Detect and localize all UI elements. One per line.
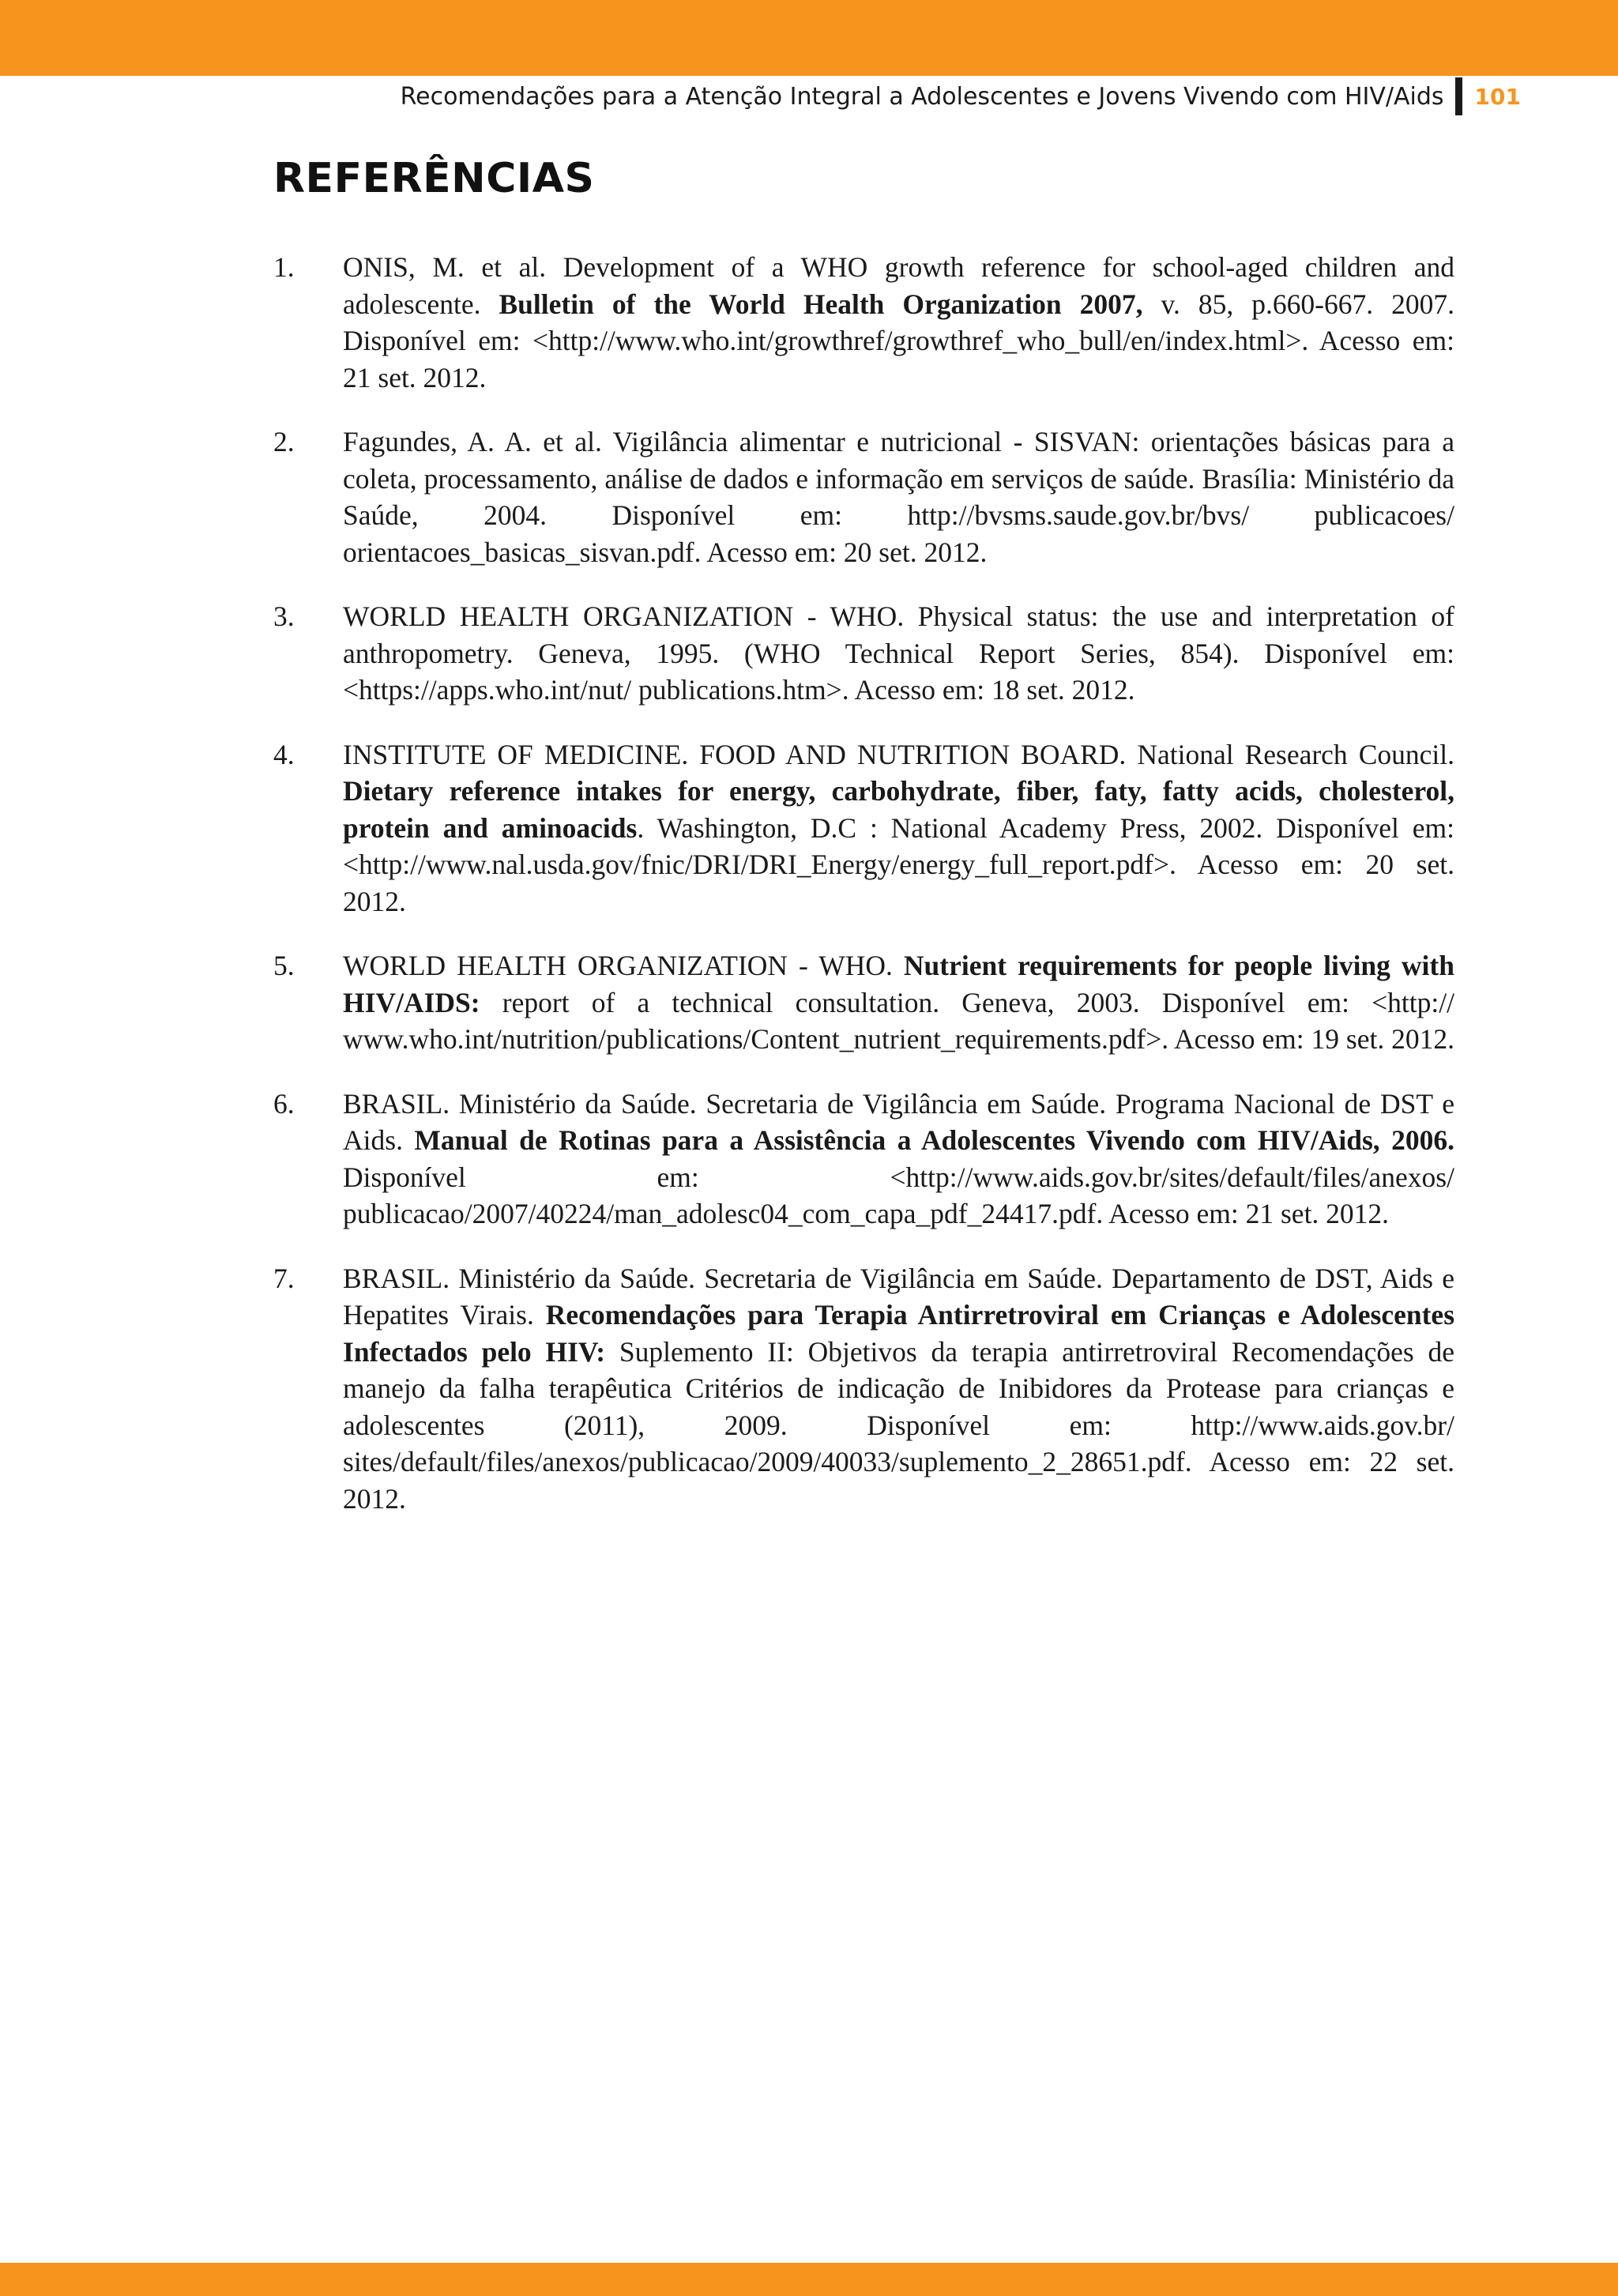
header-separator [1455,77,1462,115]
reference-text [343,249,1454,396]
reference-list [273,249,1454,1545]
reference-segment: v. 85, p.660-667. 2007. Disponível em: <http://www.who.int/growthref/growthref_who_bull/en/index.html>. Acesso em: 21 set. 2012. [343,288,1454,393]
reference-bold-title: Dietary reference intakes for energy, carbohydrate, fiber, faty, fatty acids, cholesterol, protein and aminoacids [343,775,1454,844]
reference-number: 4. [273,738,295,770]
top-accent-band [0,0,1618,76]
page-number: 101 [1474,83,1521,110]
reference-segment: WORLD HEALTH ORGANIZATION - WHO. Physical status: the use and interpretation of anthropometry. Geneva, 1995. (WHO Technical Report Series, 854). Disponível em: <https://apps.who.int/nut/ publications.htm>. Acesso em: 18 set. 2012. [343,600,1454,706]
reference-number: 3. [273,600,295,632]
reference-item [273,1086,1454,1233]
reference-text [343,1086,1454,1233]
reference-item [273,736,1454,920]
reference-segment: . Washington, D.C : National Academy Press, 2002. Disponível em: <http://www.nal.usda.gov/fnic/DRI/DRI_Energy/energy_full_report.pdf>. Acesso em: 20 set. 2012. [343,811,1454,917]
running-header [0,76,1521,117]
reference-text [343,736,1454,920]
reference-text [343,598,1454,709]
reference-segment: BRASIL. Ministério da Saúde. Secretaria de Vigilância em Saúde. Programa Nacional de DST e Aids. [343,1087,1454,1156]
reference-number: 7. [273,1262,295,1294]
reference-text [343,1260,1454,1518]
reference-item [273,249,1454,396]
reference-item [273,598,1454,709]
reference-item [273,947,1454,1058]
reference-number: 6. [273,1087,295,1120]
reference-item [273,423,1454,570]
reference-item [273,1260,1454,1518]
reference-text [343,423,1454,570]
reference-segment: Disponível em: <http://www.aids.gov.br/sites/default/files/anexos/ publicacao/2007/40224/man_adolesc04_com_capa_pdf_24417.pdf. Acesso em: 21 set. 2012. [343,1161,1454,1229]
page-title: REFERÊNCIAS [273,155,595,202]
reference-number: 5. [273,950,295,981]
reference-segment: BRASIL. Ministério da Saúde. Secretaria de Vigilância em Saúde. Departamento de DST, Aids e Hepatites Virais. [343,1262,1454,1331]
reference-segment: Suplemento II: Objetivos da terapia antirretroviral Recomendações de manejo da falha terapêutica Critérios de indicação de Inibidores da Protease para crianças e adolescentes (2011), 2009. Disponível em: http://www.aids.gov.br/ sites/default/files/anexos/publicacao/2009/40033/suplemento_2_28651.pdf. Acesso em: 22 set. 2012. [343,1335,1455,1515]
bottom-accent-band [0,2263,1618,2296]
reference-bold-title: Manual de Rotinas para a Assistência a Adolescentes Vivendo com HIV/Aids, 2006. [414,1124,1454,1156]
reference-segment: WORLD HEALTH ORGANIZATION - WHO. [343,950,904,981]
reference-segment: report of a technical consultation. Geneva, 2003. Disponível em: <http:// www.who.int/nutrition/publications/Content_nutrient_requirements.pdf>. Acesso em: 19 set. 2012. [343,986,1454,1055]
reference-segment: INSTITUTE OF MEDICINE. FOOD AND NUTRITION BOARD. National Research Council. [343,738,1454,770]
reference-segment: ONIS, M. et al. Development of a WHO growth reference for school-aged children and adolescente. [343,251,1454,320]
reference-segment: Fagundes, A. A. et al. Vigilância alimentar e nutricional - SISVAN: orientações básicas para a coleta, processamento, análise de dados e informação em serviços de saúde. Brasília: Ministério da Saúde, 2004. Disponível em: http://bvsms.saude.gov.br/bvs/ publicacoes/ orientacoes_basicas_sisvan.pdf. Acesso em: 20 set. 2012. [343,426,1454,568]
reference-bold-title: Bulletin of the World Health Organization 2007, [499,288,1143,320]
reference-bold-title: Nutrient requirements for people living with HIV/AIDS: [343,950,1454,1018]
reference-number: 1. [273,251,295,283]
reference-bold-title: Recomendações para Terapia Antirretroviral em Crianças e Adolescentes Infectados pelo HIV: [343,1299,1455,1368]
header-title: Recomendações para a Atenção Integral a Adolescentes e Jovens Vivendo com HIV/Aids [400,82,1444,111]
reference-number: 2. [273,426,295,457]
reference-text [343,947,1454,1058]
